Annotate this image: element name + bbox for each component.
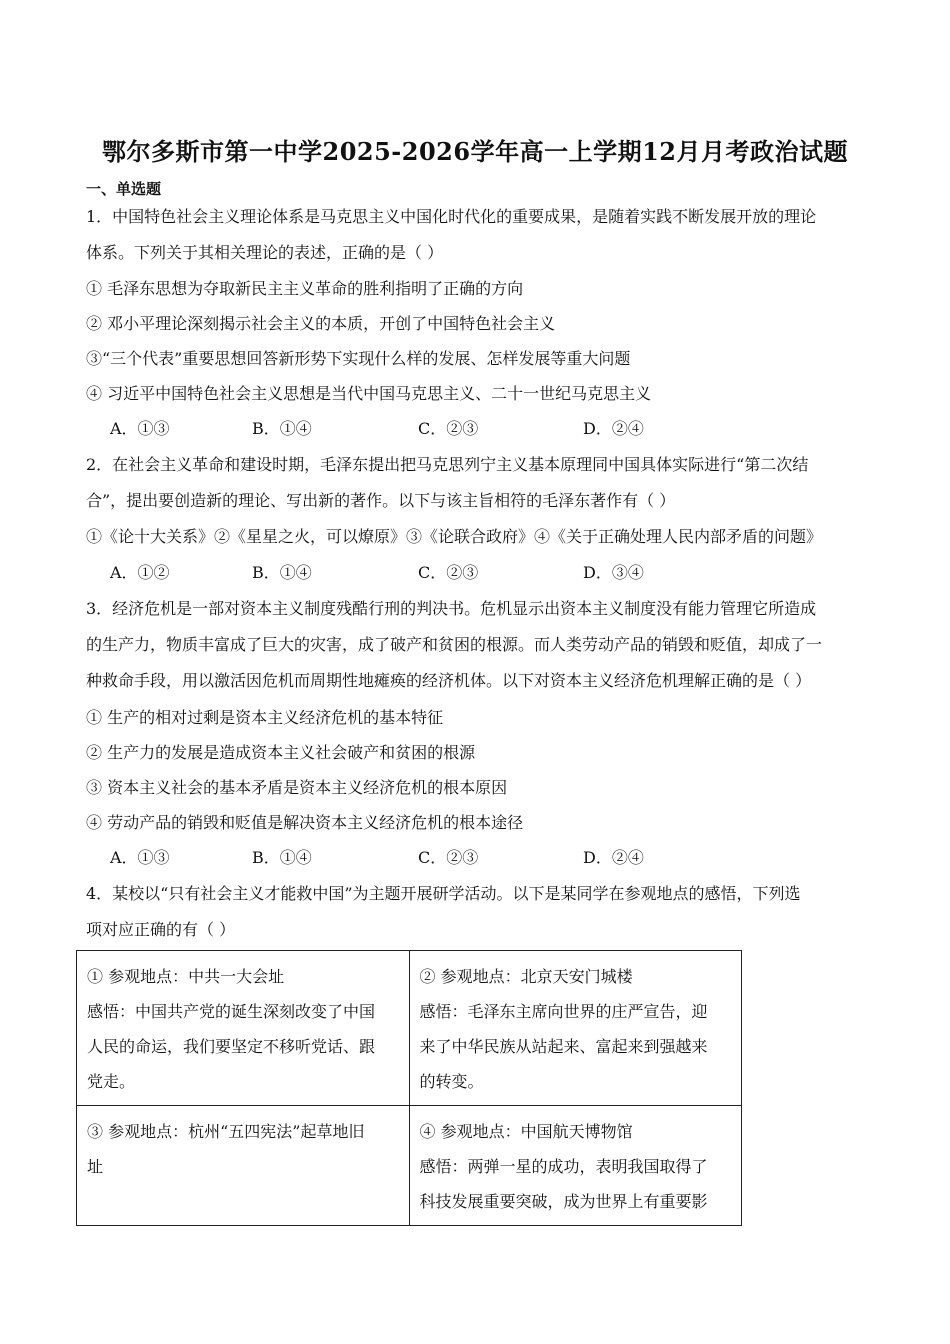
q1-line-2: 体系。下列关于其相关理论的表述，正确的是（ ） — [86, 243, 444, 262]
site-2-location: ② 参观地点：北京天安门城楼 — [419, 967, 633, 986]
table-row — [77, 1106, 742, 1226]
q3-option-a: A．①③ — [110, 848, 170, 867]
table-cell-site-3 — [77, 1106, 410, 1226]
q4-line-2: 项对应正确的有（ ） — [86, 920, 236, 939]
q3-line-3: 种救命手段，用以激活因危机而周期性地瘫痪的经济机体。以下对资本主义经济危机理解正确的是（ ） — [86, 671, 812, 690]
q1-statement-4: ④ 习近平中国特色社会主义思想是当代中国马克思主义、二十一世纪马克思主义 — [86, 384, 652, 403]
q1-statement-3: ③“三个代表”重要思想回答新形势下实现什么样的发展、怎样发展等重大问题 — [86, 349, 631, 368]
site-1-reflection-line-2: 人民的命运，我们要坚定不移听党话、跟 — [87, 1037, 376, 1056]
q3-option-c: C．②③ — [418, 848, 479, 867]
site-3-location-cont: 址 — [87, 1157, 104, 1176]
q2-option-b: B．①④ — [252, 563, 312, 582]
table-row — [77, 951, 742, 1106]
table-cell-site-1 — [77, 951, 410, 1106]
q2-option-c: C．②③ — [418, 563, 479, 582]
q3-statement-1: ① 生产的相对过剩是资本主义经济危机的基本特征 — [86, 708, 444, 727]
site-2-reflection-line-1: 感悟：毛泽东主席向世界的庄严宣告，迎 — [419, 1002, 708, 1021]
page-title: 鄂尔多斯市第一中学2025-2026学年高一上学期12月月考政治试题 — [102, 137, 848, 166]
q1-statement-2: ② 邓小平理论深刻揭示社会主义的本质，开创了中国特色社会主义 — [86, 314, 556, 333]
q3-option-d: D．②④ — [583, 848, 644, 867]
q1-option-d: D．②④ — [583, 419, 644, 438]
q1-option-c: C．②③ — [418, 419, 479, 438]
q4-line-1: 4．某校以“只有社会主义才能救中国”为主题开展研学活动。以下是某同学在参观地点的感悟，下列选 — [86, 884, 801, 903]
q3-line-2: 的生产力，物质丰富成了巨大的灾害，成了破产和贫困的根源。而人类劳动产品的销毁和贬值，却成了一 — [86, 635, 823, 654]
q1-option-b: B．①④ — [252, 419, 312, 438]
q2-statements: ①《论十大关系》②《星星之火，可以燎原》③《论联合政府》④《关于正确处理人民内部矛盾的问题》 — [86, 527, 823, 546]
q3-statement-2: ② 生产力的发展是造成资本主义社会破产和贫困的根源 — [86, 743, 476, 762]
q1-option-a: A．①③ — [110, 419, 170, 438]
visit-sites-table — [76, 950, 742, 1226]
section-heading: 一、单选题 — [86, 180, 162, 198]
site-2-reflection-line-3: 的转变。 — [419, 1072, 484, 1091]
table-cell-site-4 — [409, 1106, 742, 1226]
q2-option-d: D．③④ — [583, 563, 644, 582]
site-1-reflection-line-3: 党走。 — [87, 1072, 136, 1091]
q3-option-b: B．①④ — [252, 848, 312, 867]
site-1-reflection-line-1: 感悟：中国共产党的诞生深刻改变了中国 — [87, 1002, 376, 1021]
site-4-reflection-line-1: 感悟：两弹一星的成功，表明我国取得了 — [419, 1157, 708, 1176]
q1-line-1: 1．中国特色社会主义理论体系是马克思主义中国化时代化的重要成果，是随着实践不断发展开放的理论 — [86, 207, 817, 226]
q2-line-1: 2．在社会主义革命和建设时期，毛泽东提出把马克思列宁主义基本原理同中国具体实际进行“第二次结 — [86, 455, 809, 474]
site-1-location: ① 参观地点：中共一大会址 — [87, 967, 285, 986]
q3-statement-4: ④ 劳动产品的销毁和贬值是解决资本主义经济危机的根本途径 — [86, 813, 524, 832]
table-cell-site-2 — [409, 951, 742, 1106]
site-4-reflection-line-2: 科技发展重要突破，成为世界上有重要影 — [419, 1192, 708, 1211]
q1-statement-1: ① 毛泽东思想为夺取新民主主义革命的胜利指明了正确的方向 — [86, 279, 524, 298]
site-3-location: ③ 参观地点：杭州“五四宪法”起草地旧 — [87, 1122, 365, 1141]
q3-statement-3: ③ 资本主义社会的基本矛盾是资本主义经济危机的根本原因 — [86, 778, 508, 797]
q3-line-1: 3．经济危机是一部对资本主义制度残酷行刑的判决书。危机显示出资本主义制度没有能力管理它所造成 — [86, 599, 817, 618]
q2-line-2: 合”，提出要创造新的理论、写出新的著作。以下与该主旨相符的毛泽东著作有（ ） — [86, 491, 676, 510]
site-4-location: ④ 参观地点：中国航天博物馆 — [419, 1122, 633, 1141]
site-2-reflection-line-2: 来了中华民族从站起来、富起来到强越来 — [419, 1037, 708, 1056]
q2-option-a: A．①② — [110, 563, 170, 582]
